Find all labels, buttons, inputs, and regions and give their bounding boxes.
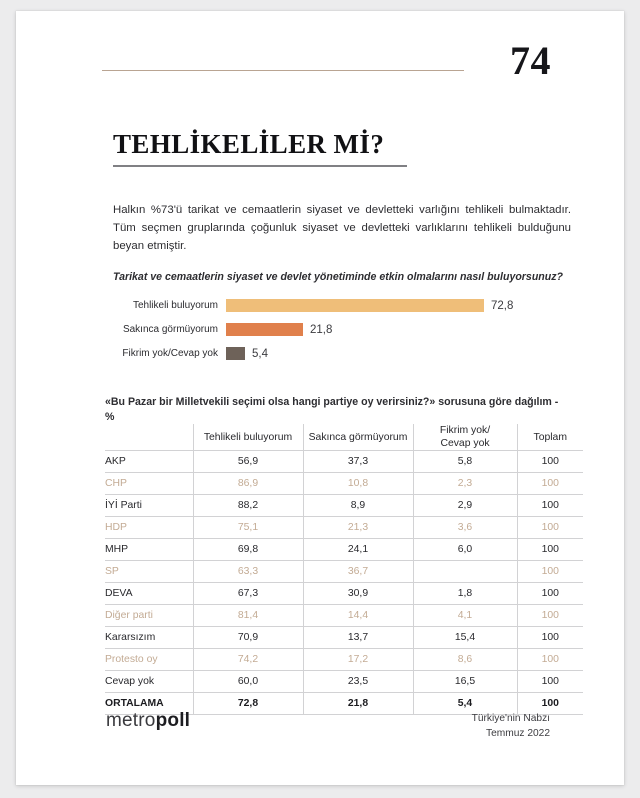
bar-value: 5,4 [252,347,268,360]
table-cell-tehlikeli: 81,4 [193,605,303,627]
table-cell-tehlikeli: 88,2 [193,495,303,517]
table-cell-fikir-yok: 3,6 [413,517,517,539]
table-cell-sakinca: 10,8 [303,473,413,495]
page-number: 74 [510,38,551,83]
header-rule [102,70,464,71]
table-row-label: İYİ Parti [105,500,142,511]
bar-row [108,298,568,313]
table-cell-tehlikeli: 72,8 [193,693,303,715]
table-row-label: HDP [105,522,127,533]
table-cell-fikir-yok: 1,8 [413,583,517,605]
table-cell-toplam: 100 [517,473,583,495]
table-row-label: AKP [105,456,126,467]
footer-survey-name: Türkiye'nin Nabzı [471,713,550,724]
table-row [105,605,583,627]
table-cell-fikir-yok: 15,4 [413,627,517,649]
table-row [105,451,583,473]
table-header-toplam: Toplam [517,424,583,451]
table-header-tehlikeli: Tehlikeli buluyorum [193,424,303,451]
title-underline [113,165,407,167]
table-row-label: Diğer parti [105,610,153,621]
table-row-label: ORTALAMA [105,698,164,709]
table-row-label: CHP [105,478,127,489]
poll-table-wrap [105,424,567,715]
footer-date: Temmuz 2022 [486,727,550,739]
logo-text-bold: poll [155,710,191,731]
table-cell-fikir-yok: 6,0 [413,539,517,561]
table-cell-sakinca: 21,3 [303,517,413,539]
logo-text-light: metro [106,710,156,731]
table-header-fikir-yok [413,424,517,451]
bar-value: 21,8 [310,323,333,336]
table-row [105,495,583,517]
bar-track [226,347,568,360]
metropoll-logo [106,710,190,732]
page-title: TEHLİKELİLER Mİ? [113,129,385,159]
table-cell-toplam: 100 [517,627,583,649]
table-cell-toplam: 100 [517,495,583,517]
table-cell-sakinca: 13,7 [303,627,413,649]
table-row-label: DEVA [105,588,133,599]
table-cell-fikir-yok [413,561,517,583]
table-cell-toplam: 100 [517,693,583,715]
table-cell-tehlikeli: 70,9 [193,627,303,649]
table-body [105,451,583,715]
table-cell-toplam: 100 [517,539,583,561]
table-cell-toplam: 100 [517,605,583,627]
table-cell-tehlikeli: 56,9 [193,451,303,473]
table-cell-tehlikeli: 75,1 [193,517,303,539]
table-cell-fikir-yok: 2,9 [413,495,517,517]
footer-meta [472,712,550,742]
chart-question: Tarikat ve cemaatlerin siyaset ve devlet yönetiminde etkin olmalarını nasıl buluyorsunuz? [113,270,563,283]
table-row-label: MHP [105,544,129,555]
table-row [105,649,583,671]
table-cell-toplam: 100 [517,649,583,671]
table-cell-tehlikeli: 60,0 [193,671,303,693]
table-row-label: Protesto oy [105,654,158,665]
bar-value: 72,8 [491,299,514,312]
table-cell-tehlikeli: 63,3 [193,561,303,583]
table-cell-toplam: 100 [517,451,583,473]
table-row [105,517,583,539]
table-cell-toplam: 100 [517,671,583,693]
table-caption: «Bu Pazar bir Milletvekili seçimi olsa hangi partiye oy verirsiniz?» sorusuna göre dağılım - % [105,395,559,424]
table-cell-fikir-yok: 4,1 [413,605,517,627]
table-cell-tehlikeli: 67,3 [193,583,303,605]
table-cell-sakinca: 8,9 [303,495,413,517]
table-cell-fikir-yok: 8,6 [413,649,517,671]
bar-fill-fikir-yok [226,347,245,360]
table-cell-tehlikeli: 69,8 [193,539,303,561]
bar-label: Fikrim yok/Cevap yok [122,348,218,359]
table-cell-fikir-yok: 5,4 [413,693,517,715]
bar-row [108,322,568,337]
bar-fill-tehlikeli [226,299,484,312]
page-footer [16,710,624,746]
table-cell-sakinca: 30,9 [303,583,413,605]
table-row [105,627,583,649]
table-row-label: Cevap yok [105,676,155,687]
table-row [105,473,583,495]
table-cell-sakinca: 37,3 [303,451,413,473]
table-row [105,561,583,583]
table-header-fikir-yok-line2: Cevap yok [440,438,490,449]
table-row [105,671,583,693]
table-cell-sakinca: 21,8 [303,693,413,715]
table-row-label: Kararsızım [105,632,156,643]
table-cell-sakinca: 36,7 [303,561,413,583]
table-cell-sakinca: 24,1 [303,539,413,561]
table-cell-sakinca: 23,5 [303,671,413,693]
table-header-row [105,424,583,451]
table-cell-fikir-yok: 2,3 [413,473,517,495]
poll-table [105,424,583,715]
table-header-fikir-yok-line1: Fikrim yok/ [439,425,491,436]
table-cell-sakinca: 17,2 [303,649,413,671]
report-page [16,11,624,785]
bar-label: Sakınca görmüyorum [122,324,218,335]
table-cell-fikir-yok: 16,5 [413,671,517,693]
table-header-blank [105,424,193,451]
table-row [105,539,583,561]
title-block [113,130,413,167]
intro-paragraph: Halkın %73'ü tarikat ve cemaatlerin siyaset ve devletteki varlığını tehlikeli bulmaktadır. Tüm seçmen gruplarında çoğunluk siyaset ve devletteki varlıklarını tehlikeli bulduğunu beyan etmiştir. [113,204,571,252]
table-row-label: SP [105,566,119,577]
bar-row [108,346,568,361]
table-cell-toplam: 100 [517,583,583,605]
table-cell-tehlikeli: 86,9 [193,473,303,495]
table-cell-toplam: 100 [517,561,583,583]
bar-fill-sakinca [226,323,303,336]
table-cell-sakinca: 14,4 [303,605,413,627]
table-header-sakinca: Sakınca görmüyorum [303,424,413,451]
bar-label: Tehlikeli buluyorum [132,300,218,311]
table-row [105,583,583,605]
page-header [16,38,624,97]
bar-track [226,299,568,312]
table-cell-tehlikeli: 74,2 [193,649,303,671]
table-cell-fikir-yok: 5,8 [413,451,517,473]
bar-track [226,323,568,336]
table-cell-toplam: 100 [517,517,583,539]
bar-chart [108,298,568,370]
